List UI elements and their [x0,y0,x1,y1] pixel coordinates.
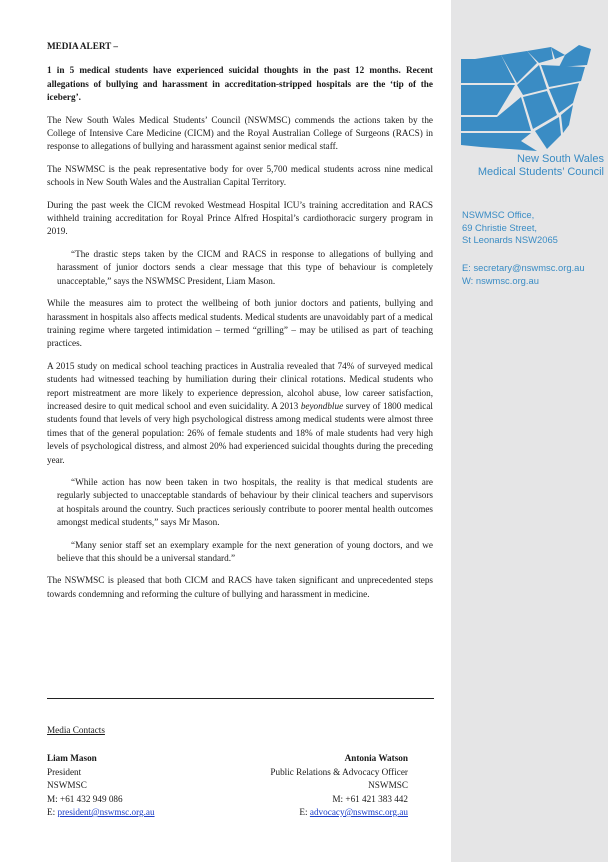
contact-org: NSWMSC [368,780,408,790]
contact-name: Antonia Watson [344,753,408,763]
contact-role: Public Relations & Advocacy Officer [270,766,408,777]
nsw-map-logo-icon [461,45,595,155]
contact-name: Liam Mason [47,753,97,763]
divider [47,698,434,699]
address-line: 69 Christie Street, [462,221,538,233]
address-line: NSWMSC Office, [462,209,535,220]
beyondblue-emphasis: beyondblue [300,400,344,411]
contact-email-line: E: president@nswmsc.org.au [47,807,155,817]
contact-email-line: E: advocacy@nswmsc.org.au [299,807,408,817]
quote-action: “While action has now been taken in two hospitals, the reality is that medical students are regularly subjected to unacceptable standards of behaviour by their clinical teachers and supervisors at hospitals around the country. Such practices seriously contribute to poorer mental health outcomes amongst medical students,” says Mr Mason. [57,476,433,528]
office-address [462,209,605,247]
contact-phone: M: +61 421 383 442 [332,793,408,804]
contact-left [47,752,227,820]
main-column [47,40,433,610]
paragraph-accreditation: During the past week the CICM revoked Westmead Hospital ICU’s training accreditation and RACS withheld training accreditation for Royal Prince Alfred Hospital’s cardiothoracic surgery program in 2019. [47,199,433,237]
contact-role: President [47,766,82,777]
org-name-line1: New South Wales [516,153,604,165]
address-line: St Leonards NSW2065 [462,234,558,246]
sidebar [451,0,608,862]
sidebar-email[interactable]: E: secretary@nswmsc.org.au [462,262,585,273]
media-alert-label: MEDIA ALERT – [47,41,118,51]
paragraph-intro: The New South Wales Medical Students’ Council (NSWMSC) commends the actions taken by the College of Intensive Care Medicine (CICM) and the Royal Australian College of Surgeons (RACS) in response to allegations of bullying and harassment against senior medical staff. [47,114,433,152]
quote-president: “The drastic steps taken by the CICM and RACS in response to allegations of bullying and harassment of junior doctors sends a clear message that this type of behaviour is completely unacceptable,” says the NSWMSC President, Liam Mason. [57,248,433,286]
email-link-president[interactable]: president@nswmsc.org.au [57,807,155,817]
headline: 1 in 5 medical students have experienced suicidal thoughts in the past 12 months. Recent allegations of bullying and harassment in accreditation-stripped hospitals are the ‘tip of the iceberg’. [47,65,433,103]
media-contacts-title: Media Contacts [47,725,105,735]
contact-right [230,752,408,820]
sidebar-contact [462,262,585,287]
paragraph-about: The NSWMSC is the peak representative body for over 5,700 medical students across nine medical schools in New South Wales and the Australian Capital Territory. [47,163,433,188]
org-name [461,153,604,179]
email-link-advocacy[interactable]: advocacy@nswmsc.org.au [309,807,408,817]
quote-senior-staff: “Many senior staff set an exemplary example for the next generation of young doctors, and we believe that this should be a universal standard.” [57,539,433,563]
org-name-line2: Medical Students’ Council [477,166,604,178]
contact-phone: M: +61 432 949 086 [47,793,123,804]
paragraph-study: A 2015 study on medical school teaching practices in Australia revealed that 74% of surveyed medical students had witnessed teaching by humiliation during their clinical rotations. Medical students who report mistreatment are more likely to experience depression, alcohol abuse, low career satisfaction, increased desire to quit medical school and even suicidality. A 2013 beyondblue survey of 1800 medical students found that levels of very high psychological distress among medical students were almost three times that of the general population: 26% of female students and 18% of male students had very high levels of psychological distress, and almost 20% had experienced suicidal thoughts during the preceding year. [47,360,433,465]
contact-org: NSWMSC [47,780,87,790]
paragraph-conclusion: The NSWMSC is pleased that both CICM and RACS have taken significant and unprecedented steps towards condemning and reforming the culture of bullying and harassment in medicine. [47,575,433,599]
paragraph-students: While the measures aim to protect the wellbeing of both junior doctors and patients, bullying and harassment in hospitals also affects medical students. Medical students are unavoidably part of a medical training regime where targeted intimidation – termed “grilling” – may be utilised as part of teaching practices. [47,298,433,349]
sidebar-website[interactable]: W: nswmsc.org.au [462,274,539,286]
